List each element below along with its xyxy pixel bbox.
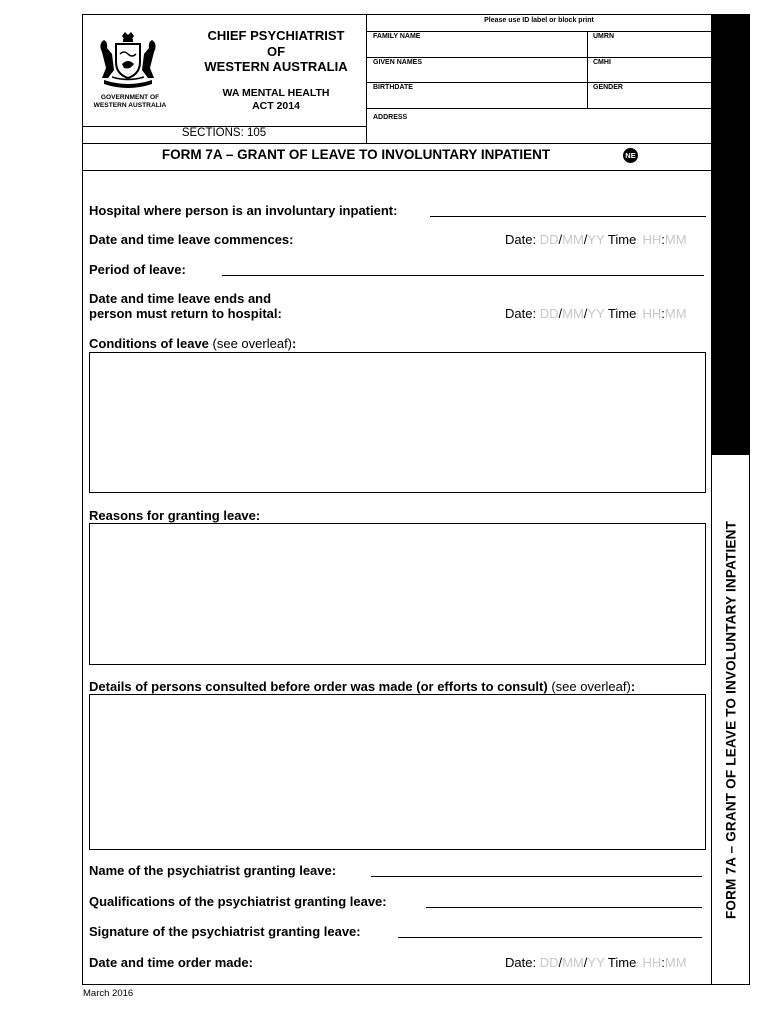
act-line-1: WA MENTAL HEALTH [222,87,330,99]
date-separator: / [558,232,563,247]
authority-line-1: CHIEF PSYCHIATRIST [207,28,345,43]
date-separator: / [558,306,563,321]
psychiatrist-signature-field[interactable] [398,937,702,938]
id-row-line-3 [366,82,712,83]
hour-placeholder: HH [642,232,662,247]
psychiatrist-name-label: Name of the psychiatrist granting leave: [89,863,337,878]
cmhi-label: CMHI [593,59,611,66]
id-row-line-4 [366,108,712,109]
date-label: Date: [505,306,537,321]
consulted-note: (see overleaf) [551,679,631,694]
authority-line-2: OF [266,43,286,59]
time-label-colon: : [636,236,639,246]
header-divider [366,14,367,144]
act-heading [196,87,356,112]
id-row-line-2 [366,57,712,58]
title-bottom-rule [82,170,712,171]
leave-commences-label: Date and time leave commences: [89,232,294,247]
date-separator: / [558,955,563,970]
date-separator: / [583,955,588,970]
leave-ends-line-1: Date and time leave ends and [89,291,272,306]
time-separator: : [661,232,665,247]
date-separator: / [583,306,588,321]
header-bottom-rule [82,143,712,144]
order-made-datetime[interactable] [505,955,687,970]
period-of-leave-label: Period of leave: [89,262,186,277]
year-placeholder: YY [587,955,605,970]
minute-placeholder: MM [664,306,687,321]
date-label: Date: [505,955,537,970]
given-names-label: GIVEN NAMES [373,59,423,66]
wa-coat-of-arms-logo [92,30,164,92]
conditions-textbox[interactable] [89,352,706,493]
minute-placeholder: MM [664,955,687,970]
time-label-colon: : [636,959,639,969]
gender-label: GENDER [593,84,623,91]
family-name-label: FAMILY NAME [373,33,421,40]
umrn-label: UMRN [593,33,614,40]
date-label: Date: [505,232,537,247]
hospital-field[interactable] [430,216,706,217]
month-placeholder: MM [562,306,584,321]
form-title: FORM 7A – GRANT OF LEAVE TO INVOLUNTARY INPATIENT [161,147,551,162]
act-line-2: ACT 2014 [252,99,300,112]
date-separator: / [583,232,588,247]
sidebar-black-bar [712,14,750,454]
id-row-line-1 [366,31,712,32]
address-label: ADDRESS [373,114,408,121]
psychiatrist-qualifications-label: Qualifications of the psychiatrist granting leave: [89,894,387,909]
time-separator: : [661,955,665,970]
leave-ends-line-2: person must return to hospital: [89,306,282,321]
order-made-label: Date and time order made: [89,955,253,970]
consulted-label: Details of persons consulted before order was made (or efforts to consult) (see overleaf): [89,679,636,694]
hospital-label: Hospital where person is an involuntary inpatient: [89,203,398,218]
consulted-label-text: Details of persons consulted before order was made (or efforts to consult) [89,679,548,694]
authority-line-3: WESTERN AUSTRALIA [204,59,348,74]
hour-placeholder: HH [642,955,662,970]
leave-ends-label [89,291,282,321]
day-placeholder: DD [539,306,559,321]
time-label: Time [607,232,637,247]
minute-placeholder: MM [664,232,687,247]
sections-label: SECTIONS: 105 [181,127,267,139]
birthdate-label: BIRTHDATE [373,84,413,91]
footer-date: March 2016 [83,988,134,999]
time-separator: : [661,306,665,321]
year-placeholder: YY [587,306,605,321]
government-caption [88,94,172,110]
conditions-label: Conditions of leave (see overleaf): [89,336,297,351]
authority-heading [196,28,356,75]
psychiatrist-signature-label: Signature of the psychiatrist granting leave: [89,924,361,939]
psychiatrist-name-field[interactable] [371,876,702,877]
reasons-textbox[interactable] [89,523,706,665]
month-placeholder: MM [562,955,584,970]
year-placeholder: YY [587,232,605,247]
leave-commences-datetime[interactable] [505,232,687,247]
ne-badge: NE [623,148,638,163]
period-of-leave-field[interactable] [222,275,704,276]
conditions-note: (see overleaf) [212,336,293,351]
gov-caption-line-2: WESTERN AUSTRALIA [93,102,167,109]
day-placeholder: DD [539,232,559,247]
hour-placeholder: HH [642,306,662,321]
id-label-note: Please use ID label or block print [484,17,594,24]
time-label: Time [607,306,637,321]
time-label: Time [607,955,637,970]
gov-caption-line-1: GOVERNMENT OF [100,94,160,101]
day-placeholder: DD [539,955,559,970]
psychiatrist-qualifications-field[interactable] [426,907,702,908]
leave-ends-datetime[interactable] [505,306,687,321]
id-column-divider [587,31,588,108]
month-placeholder: MM [562,232,584,247]
reasons-label: Reasons for granting leave: [89,508,261,523]
time-label-colon: : [636,310,639,320]
conditions-label-text: Conditions of leave [89,336,209,351]
sidebar-title-text: FORM 7A – GRANT OF LEAVE TO INVOLUNTARY INPATIENT [723,520,739,920]
consulted-textbox[interactable] [89,694,706,850]
